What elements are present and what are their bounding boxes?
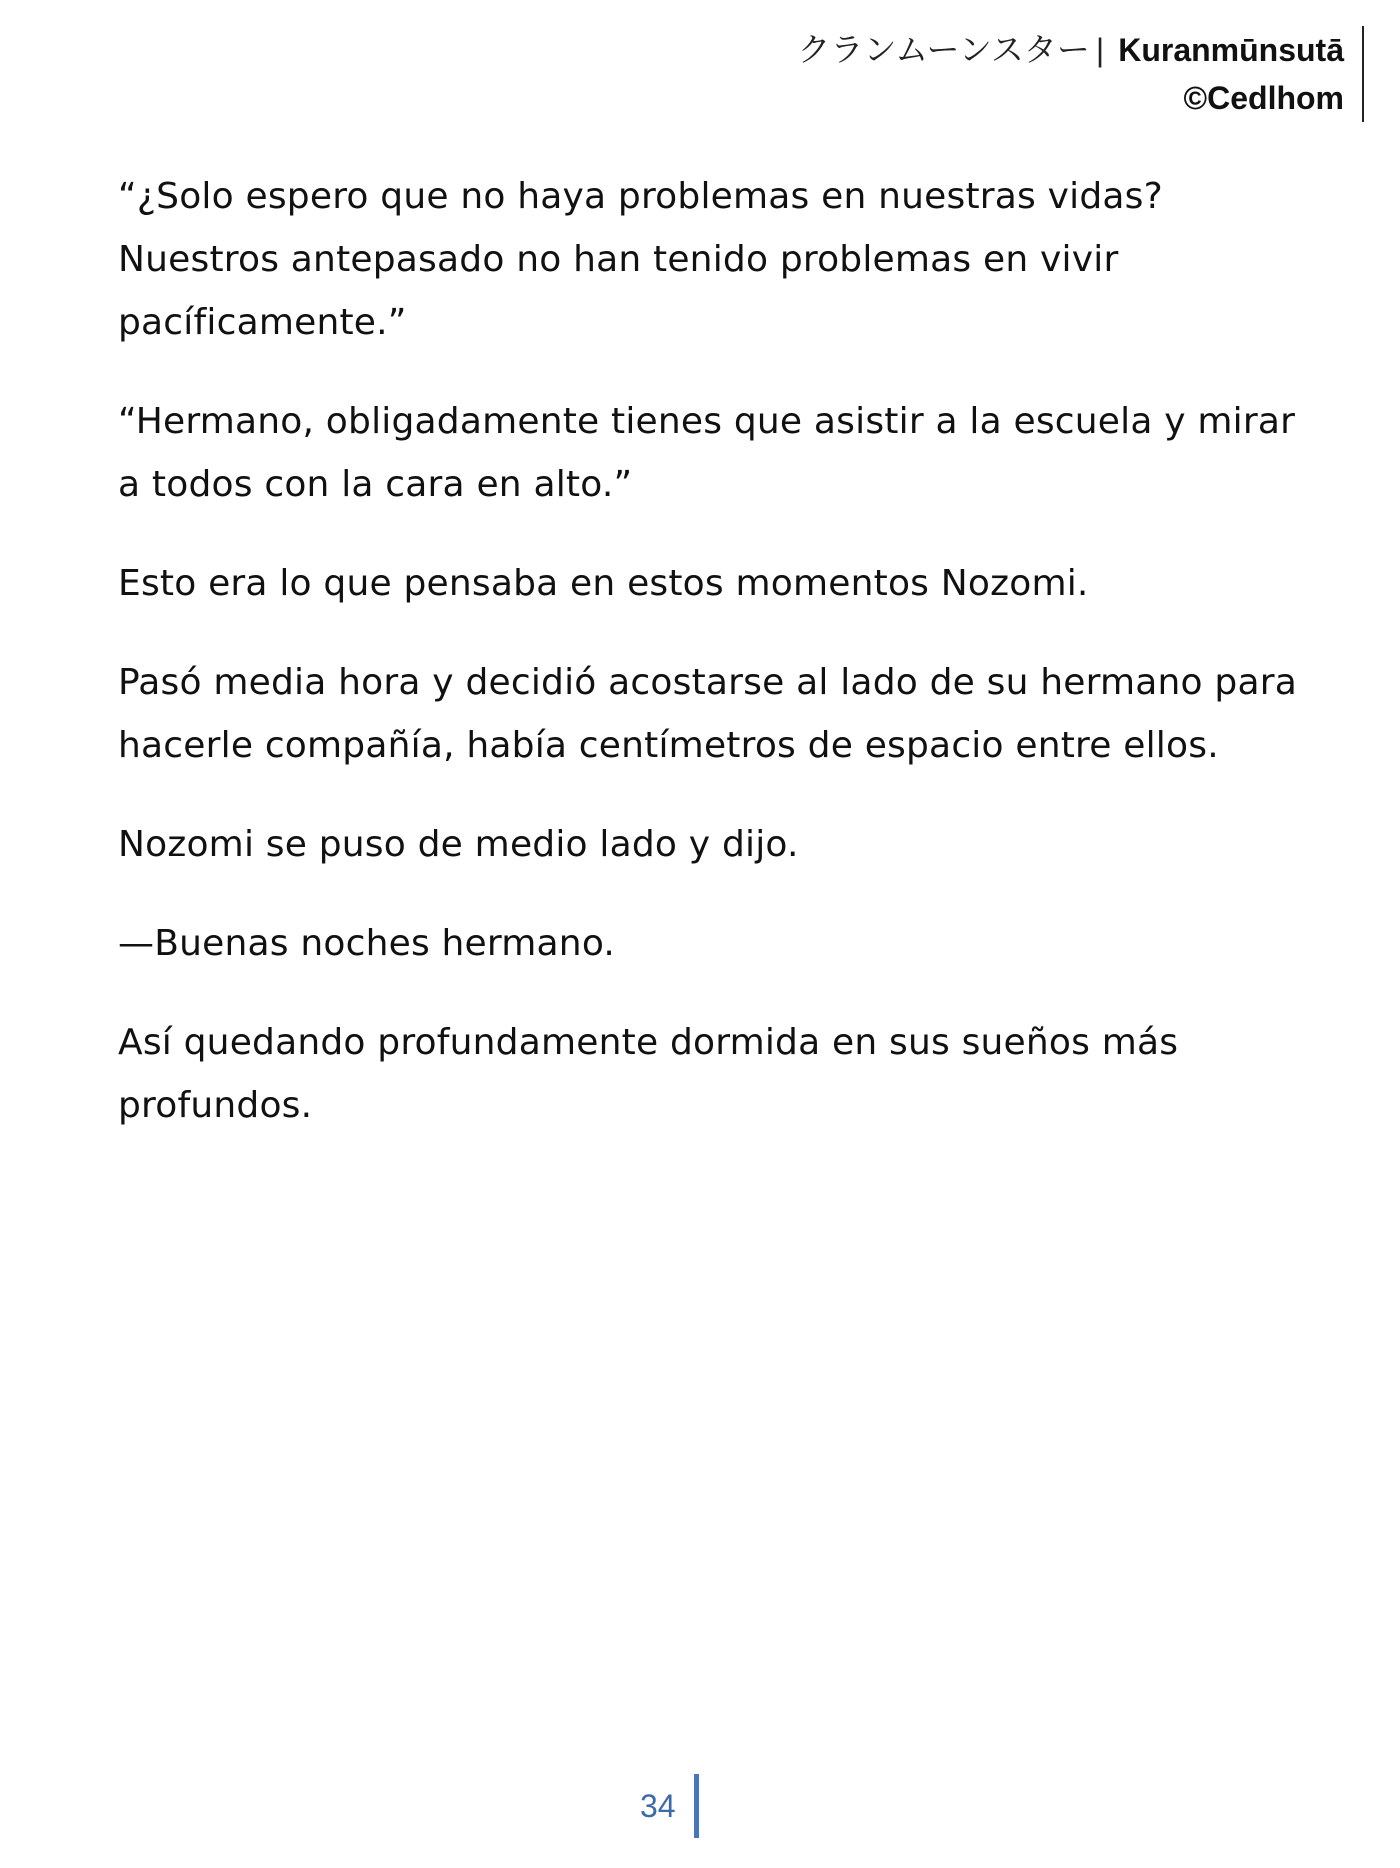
page-header (798, 26, 1365, 122)
paragraph: Así quedando profundamente dormida en sus sueños más profundos. (118, 1022, 1179, 1126)
page-number: 34 (640, 1787, 676, 1824)
header-title-line (798, 26, 1345, 74)
header-copyright: ©Cedlhom (1183, 80, 1344, 116)
paragraph: —Buenas noches hermano. (118, 923, 616, 964)
header-title-romaji: Kuranmūnsutā (1118, 32, 1344, 68)
paragraph: “Hermano, obligadamente tienes que asistir a la escuela y mirar a todos con la cara en alto.” (118, 401, 1296, 505)
page-footer (640, 1774, 699, 1838)
paragraph: Nozomi se puso de medio lado y dijo. (118, 824, 799, 865)
header-title-japanese: クランムーンスター (797, 30, 1090, 69)
paragraph: Esto era lo que pensaba en estos momentos Nozomi. (118, 563, 1089, 604)
paragraph: Pasó media hora y decidió acostarse al lado de su hermano para hacerle compañía, había centímetros de espacio entre ellos. (118, 662, 1297, 766)
page-body (118, 165, 1308, 1173)
header-separator: | (1095, 32, 1105, 68)
page-number-rule (694, 1774, 699, 1838)
paragraph: “¿Solo espero que no haya problemas en nuestras vidas? Nuestros antepasado no han tenido problemas en vivir pacíficamente.” (118, 176, 1163, 343)
